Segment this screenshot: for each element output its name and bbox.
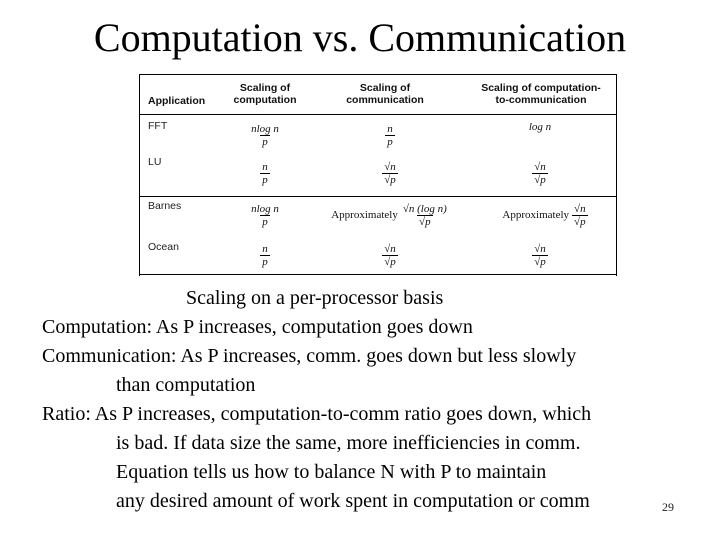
page-number: 29 — [662, 500, 674, 514]
table-bottom-rule — [140, 274, 616, 275]
body-line-ratio: Ratio: As P increases, computation-to-comm ratio goes down, which — [42, 403, 592, 425]
body-line-ratio-cont-2: Equation tells us how to balance N with P to maintain — [116, 461, 547, 483]
barnes-computation: $\frac{\text{nlog n}}{p}$ — [251, 202, 279, 228]
row-label-barnes: Barnes — [148, 200, 182, 212]
ocean-computation: $\frac{n}{p}$ — [262, 242, 268, 268]
ocean-communication: $\frac{√n}{√p}$ — [384, 242, 396, 268]
body-line-scaling: Scaling on a per-processor basis — [186, 287, 444, 309]
fft-communication: $\frac{n}{p}$ — [387, 122, 393, 148]
body-line-ratio-cont-3: any desired amount of work spent in computation or comm — [116, 490, 590, 512]
lu-ratio: $\frac{√n}{√p}$ — [534, 160, 546, 186]
header-computation: Scaling of computation — [233, 82, 297, 106]
body-line-communication-cont: than computation — [116, 374, 256, 396]
barnes-communication: Approximately $\frac{\text{√n (log n)}}{√p}$ — [331, 202, 447, 228]
header-communication: Scaling of communication — [346, 82, 424, 106]
scaling-table — [139, 74, 617, 276]
fft-computation: $\frac{\text{nlog n}}{p}$ — [251, 122, 279, 148]
table-top-rule — [140, 74, 616, 75]
header-application: Application — [148, 95, 206, 107]
lu-communication: $\frac{√n}{√p}$ — [384, 160, 396, 186]
barnes-ratio: Approximately $\frac{√n}{√p}$ — [502, 202, 586, 228]
fft-ratio: log n — [528, 121, 552, 133]
body-line-ratio-cont-1: is bad. If data size the same, more inefficiencies in comm. — [116, 432, 581, 454]
row-label-ocean: Ocean — [148, 241, 179, 253]
table-group-rule — [140, 196, 616, 197]
body-line-communication: Communication: As P increases, comm. goes down but less slowly — [42, 345, 577, 367]
header-ratio: Scaling of computation-to-communication — [481, 82, 601, 106]
body-line-computation: Computation: As P increases, computation goes down — [42, 316, 473, 338]
ocean-ratio: $\frac{√n}{√p}$ — [534, 242, 546, 268]
slide-title: Computation vs. Communication — [93, 15, 627, 60]
lu-computation: $\frac{n}{p}$ — [262, 160, 268, 186]
row-label-lu: LU — [148, 156, 162, 168]
table-header-rule — [140, 114, 616, 115]
row-label-fft: FFT — [148, 120, 168, 132]
